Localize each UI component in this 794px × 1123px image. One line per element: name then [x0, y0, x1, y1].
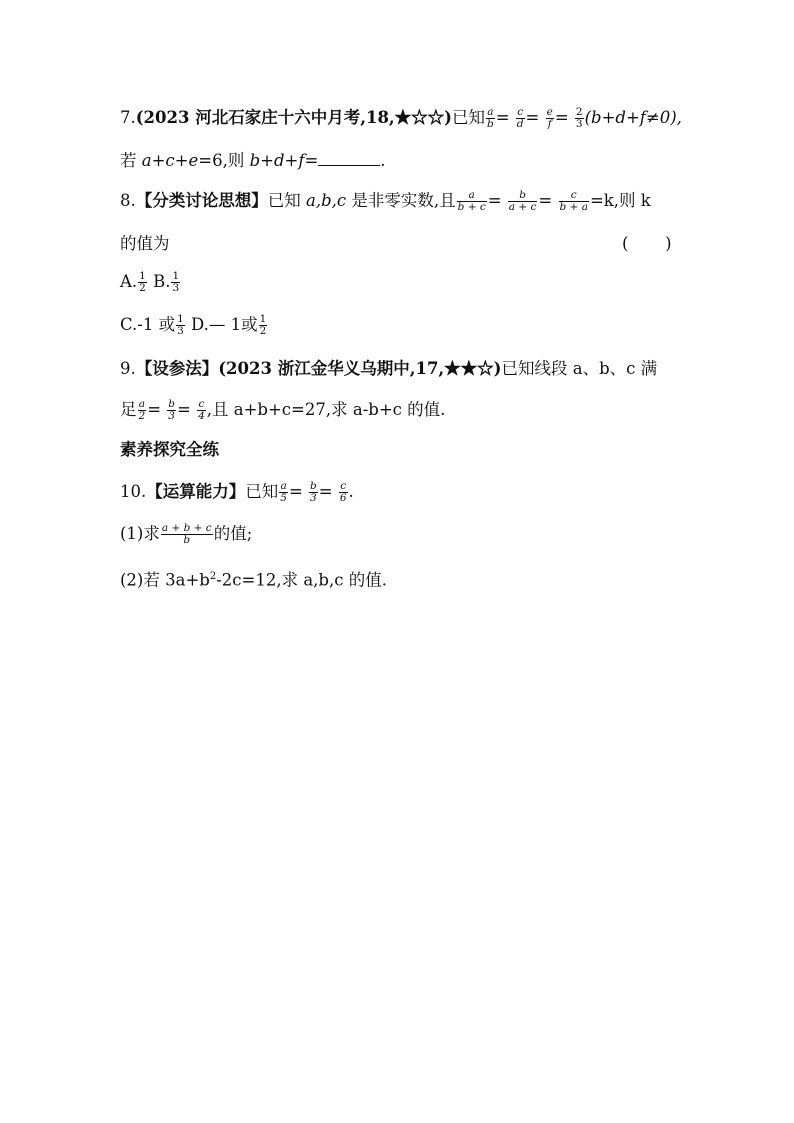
q10-number: 10.: [120, 482, 147, 501]
q8-text: 是非零实数,且: [346, 191, 456, 210]
q7-frac-c-d: $\frac{c}{d}$: [516, 106, 524, 130]
option-b-label[interactable]: B.: [147, 272, 171, 291]
q9-rest: ,且 a+b+c=27,求 a-b+c 的值.: [206, 400, 446, 419]
q9-tag: 【设参法】: [135, 359, 219, 378]
q7-ask: b+d+f: [249, 151, 305, 170]
answer-blank[interactable]: [318, 150, 380, 166]
q10-period: .: [348, 482, 354, 501]
q7-eq: =6,则: [198, 151, 250, 170]
q9-line2: 足 $\frac{a}{2}$ = $\frac{b}{3}$ = $\frac{c}{4}$ ,且 a+b+c=27,求 a-b+c 的值.: [120, 398, 446, 422]
q8-options-cd: [120, 313, 268, 337]
q7-expr: a+c+e: [141, 151, 199, 170]
q9-frac-c: $\frac{c}{4}$: [198, 398, 205, 422]
q8-number: 8.: [120, 191, 136, 210]
q10-p2-exponent: 2: [209, 571, 217, 582]
q10-p1-suffix: 的值;: [213, 524, 253, 543]
option-b-value: $\frac{1}{3}$: [172, 270, 180, 294]
option-a-value: $\frac{1}{2}$: [139, 270, 146, 294]
q10-frac-c: $\frac{c}{6}$: [339, 480, 347, 504]
q10-part2: [120, 565, 387, 593]
q7-condition: (b+d+f≠0),: [584, 108, 682, 127]
option-c-label[interactable]: C.-1 或: [120, 315, 176, 334]
q10-p1-frac: $\frac{a + b + c}{b}$: [161, 522, 212, 546]
q8-frac-2: $\frac{b}{a + c}$: [508, 189, 537, 213]
q10-p1-prefix: (1)求: [120, 524, 160, 543]
q7-line2: [120, 149, 386, 173]
q10-tag: 【运算能力】: [146, 482, 246, 501]
q8-line2: [120, 232, 170, 256]
q9-frac-b: $\frac{b}{3}$: [168, 398, 175, 422]
q9-prefix: 足: [120, 400, 137, 419]
q8-frac-1: $\frac{a}{b + c}$: [457, 189, 486, 213]
q8-vars: a,b,c: [306, 191, 347, 210]
q9-line1: [120, 357, 657, 381]
q10-intro: 已知: [245, 482, 279, 501]
q7-intro: 已知: [451, 108, 485, 127]
q8-line2-text: 的值为: [120, 234, 170, 253]
q10-frac-a: $\frac{a}{5}$: [280, 480, 287, 504]
q10-line1: 10.【运算能力】已知 $\frac{a}{5}$ = $\frac{b}{3}$ = $\frac{c}{6}$ .: [120, 480, 354, 504]
answer-paren[interactable]: ( ): [622, 234, 672, 253]
q7-frac-a-b: $\frac{a}{b}$: [486, 106, 494, 130]
q10-p2-rest: -2c=12,求 a,b,c 的值.: [216, 570, 387, 590]
q7-source: (2023 河北石家庄十六中月考,18,★☆☆): [135, 108, 452, 127]
q9-text1: 已知线段 a、b、c 满: [501, 359, 658, 378]
q10-frac-b: $\frac{b}{3}$: [310, 480, 317, 504]
q9-frac-a: $\frac{a}{2}$: [138, 398, 146, 422]
q8-tag: 【分类讨论思想】: [135, 191, 268, 210]
section-heading: 素养探究全练: [120, 440, 219, 459]
q7-line1: 7.(2023 河北石家庄十六中月考,18,★☆☆)已知 $\frac{a}{b}$ = $\frac{c}{d}$ = $\frac{e}{f}$ = $\frac{2}{3}$ (b+d+f≠0),: [120, 106, 682, 130]
q7-frac-e-f: $\frac{e}{f}$: [546, 106, 553, 130]
q9-number: 9.: [120, 359, 136, 378]
q7-equals: =: [304, 151, 319, 170]
option-c-value: $\frac{1}{3}$: [177, 313, 184, 337]
q7-frac-2-3: $\frac{2}{3}$: [575, 106, 583, 130]
option-d-label[interactable]: D.— 1或: [185, 315, 258, 334]
q10-p2-text: (2)若 3a+b: [120, 570, 210, 590]
q10-part1: [120, 522, 252, 546]
q8-intro: 已知: [267, 191, 306, 210]
q8-frac-3: $\frac{c}{b + a}$: [559, 189, 588, 213]
q7-number: 7.: [120, 108, 136, 127]
q8-k-text: =k,则 k: [589, 191, 651, 210]
q7-period: .: [380, 151, 386, 170]
option-a-label[interactable]: A.: [120, 272, 138, 291]
q9-source: (2023 浙江金华义乌期中,17,★★☆): [218, 359, 502, 378]
option-d-value: $\frac{1}{2}$: [259, 313, 267, 337]
q8-line1: 8.【分类讨论思想】已知 a,b,c 是非零实数,且 $\frac{a}{b + c}$ = $\frac{b}{a + c}$ = $\frac{c}{b + a}$ =k,则 k: [120, 189, 651, 213]
q7-if: 若: [120, 151, 142, 170]
q8-options-ab: [120, 270, 181, 294]
